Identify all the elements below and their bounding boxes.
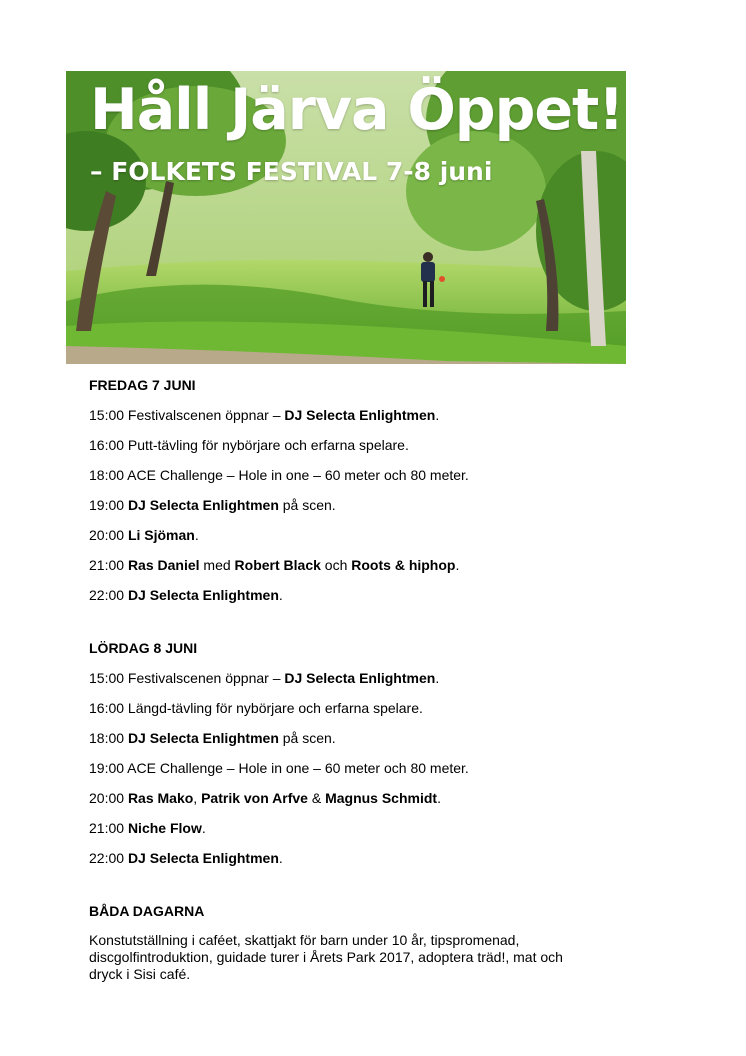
- schedule-time: 21:00: [89, 557, 125, 573]
- saturday-heading: LÖRDAG 8 JUNI: [89, 640, 198, 656]
- schedule-time: 19:00: [89, 497, 125, 513]
- performer-name: Ras Daniel: [127, 557, 200, 573]
- performer-name: DJ Selecta Enlightmen: [284, 670, 436, 686]
- schedule-time: 16:00: [89, 700, 125, 716]
- schedule-text: .: [437, 790, 441, 806]
- schedule-time: 22:00: [89, 587, 125, 603]
- schedule-item: [89, 658, 689, 688]
- schedule-text: Festivalscenen öppnar –: [124, 670, 285, 686]
- schedule-item: [89, 455, 689, 485]
- schedule-text: med: [199, 557, 235, 573]
- performer-name: Robert Black: [234, 557, 321, 573]
- schedule-text: Längd-tävling för nybörjare och erfarna spelare.: [124, 700, 423, 716]
- performer-name: Niche Flow: [127, 820, 202, 836]
- schedule-item: [89, 545, 689, 575]
- performer-name: Patrik von Arfve: [201, 790, 308, 806]
- schedule-text: ,: [193, 790, 202, 806]
- schedule-time: 20:00: [89, 790, 125, 806]
- schedule-text: ACE Challenge – Hole in one – 60 meter och 80 meter.: [124, 467, 469, 483]
- performer-name: Ras Mako: [127, 790, 194, 806]
- saturday-schedule: [89, 658, 689, 868]
- schedule-time: 15:00: [89, 670, 125, 686]
- schedule-text: .: [194, 527, 199, 543]
- schedule-item: [89, 688, 689, 718]
- schedule-item: [89, 808, 689, 838]
- schedule-time: 16:00: [89, 437, 125, 453]
- schedule-item: [89, 425, 689, 455]
- schedule-item: [89, 718, 689, 748]
- both-days-text: Konstutställning i caféet, skattjakt för barn under 10 år, tipspromenad, discgolfintroduktion, guidade turer i Årets Park 2017, adoptera träd!, mat och dryck i Sisi café.: [89, 932, 563, 982]
- schedule-item: [89, 485, 689, 515]
- performer-name: DJ Selecta Enlightmen: [127, 497, 279, 513]
- schedule-text: .: [201, 820, 206, 836]
- friday-heading: FREDAG 7 JUNI: [89, 377, 196, 393]
- schedule-text: Festivalscenen öppnar –: [124, 407, 285, 423]
- performer-name: Li Sjöman: [127, 527, 195, 543]
- schedule-time: 18:00: [89, 730, 125, 746]
- schedule-item: [89, 838, 689, 868]
- schedule-text: Putt-tävling för nybörjare och erfarna spelare.: [124, 437, 409, 453]
- performer-name: DJ Selecta Enlightmen: [127, 730, 279, 746]
- schedule-time: 21:00: [89, 820, 125, 836]
- schedule-text: .: [435, 407, 440, 423]
- performer-name: DJ Selecta Enlightmen: [284, 407, 436, 423]
- schedule-item: [89, 395, 689, 425]
- schedule-text: &: [307, 790, 326, 806]
- schedule-text: ACE Challenge – Hole in one – 60 meter och 80 meter.: [124, 760, 469, 776]
- schedule-time: 19:00: [89, 760, 125, 776]
- schedule-text: .: [455, 557, 460, 573]
- schedule-item: [89, 575, 689, 605]
- schedule-item: [89, 778, 689, 808]
- both-days-heading: BÅDA DAGARNA: [89, 903, 205, 919]
- schedule-text: på scen.: [278, 497, 336, 513]
- friday-schedule: [89, 395, 689, 605]
- schedule-item: [89, 515, 689, 545]
- festival-subtitle: – FOLKETS FESTIVAL 7-8 juni: [90, 157, 493, 186]
- schedule-text: .: [278, 850, 283, 866]
- program: [89, 376, 689, 983]
- schedule-text: .: [435, 670, 440, 686]
- performer-name: Roots & hiphop: [351, 557, 456, 573]
- schedule-text: .: [278, 587, 283, 603]
- schedule-time: 20:00: [89, 527, 125, 543]
- schedule-text: och: [320, 557, 352, 573]
- schedule-text: på scen.: [278, 730, 336, 746]
- schedule-time: 15:00: [89, 407, 125, 423]
- schedule-time: 22:00: [89, 850, 125, 866]
- performer-name: DJ Selecta Enlightmen: [127, 850, 279, 866]
- performer-name: Magnus Schmidt: [325, 790, 438, 806]
- schedule-time: 18:00: [89, 467, 125, 483]
- festival-title: Håll Järva Öppet!: [90, 77, 624, 143]
- hero-image: [66, 71, 626, 364]
- schedule-item: [89, 748, 689, 778]
- performer-name: DJ Selecta Enlightmen: [127, 587, 279, 603]
